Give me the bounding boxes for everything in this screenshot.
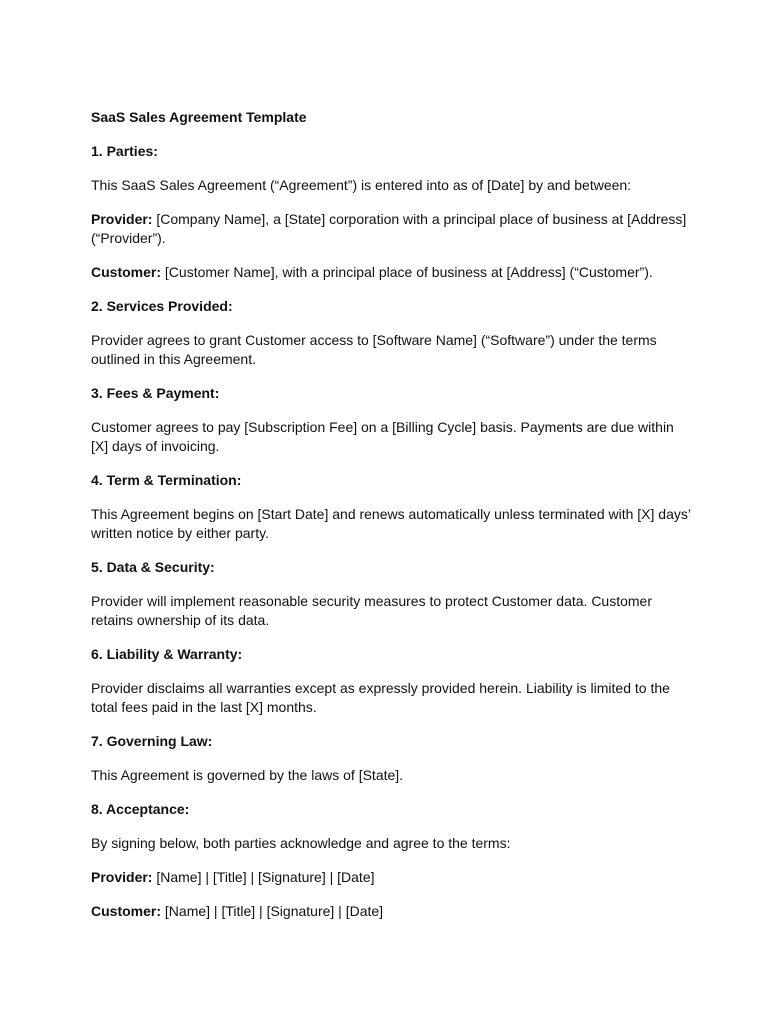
parties-provider xyxy=(91,210,691,248)
section-heading-liability: 6. Liability & Warranty: xyxy=(91,646,243,662)
section-heading-parties: 1. Parties: xyxy=(91,143,158,159)
provider-label: Provider: xyxy=(91,211,153,227)
acceptance-customer-text: [Name] | [Title] | [Signature] | [Date] xyxy=(161,903,384,919)
agreement-document xyxy=(91,108,691,936)
provider-text: [Company Name], a [State] corporation with a principal place of business at [Address] (“Provider”). xyxy=(91,211,687,246)
customer-label: Customer: xyxy=(91,264,162,280)
acceptance-provider-text: [Name] | [Title] | [Signature] | [Date] xyxy=(152,869,375,885)
section-heading-term: 4. Term & Termination: xyxy=(91,472,242,488)
section-heading-governing-law: 7. Governing Law: xyxy=(91,733,213,749)
section-heading-acceptance: 8. Acceptance: xyxy=(91,801,190,817)
parties-customer xyxy=(91,263,691,282)
acceptance-customer-signature-line xyxy=(91,902,691,921)
section-heading-data-security: 5. Data & Security: xyxy=(91,559,215,575)
document-title: SaaS Sales Agreement Template xyxy=(91,109,307,125)
acceptance-body: By signing below, both parties acknowledge and agree to the terms: xyxy=(91,835,511,851)
customer-text: [Customer Name], with a principal place of business at [Address] (“Customer”). xyxy=(161,264,653,280)
section-heading-fees: 3. Fees & Payment: xyxy=(91,385,220,401)
acceptance-customer-label: Customer: xyxy=(91,903,162,919)
liability-body: Provider disclaims all warranties except as expressly provided herein. Liability is limited to the total fees paid in the last [X] months. xyxy=(91,680,670,715)
data-security-body: Provider will implement reasonable security measures to protect Customer data. Customer retains ownership of its data. xyxy=(91,593,653,628)
term-body: This Agreement begins on [Start Date] and renews automatically unless terminated with [X] days’ written notice by either party. xyxy=(91,506,691,541)
governing-law-body: This Agreement is governed by the laws of [State]. xyxy=(91,767,404,783)
services-body: Provider agrees to grant Customer access to [Software Name] (“Software”) under the terms outlined in this Agreement. xyxy=(91,332,657,367)
acceptance-provider-signature-line xyxy=(91,868,691,887)
parties-intro: This SaaS Sales Agreement (“Agreement”) is entered into as of [Date] by and between: xyxy=(91,177,632,193)
section-heading-services: 2. Services Provided: xyxy=(91,298,233,314)
acceptance-provider-label: Provider: xyxy=(91,869,153,885)
fees-body: Customer agrees to pay [Subscription Fee] on a [Billing Cycle] basis. Payments are due within [X] days of invoicing. xyxy=(91,419,674,454)
